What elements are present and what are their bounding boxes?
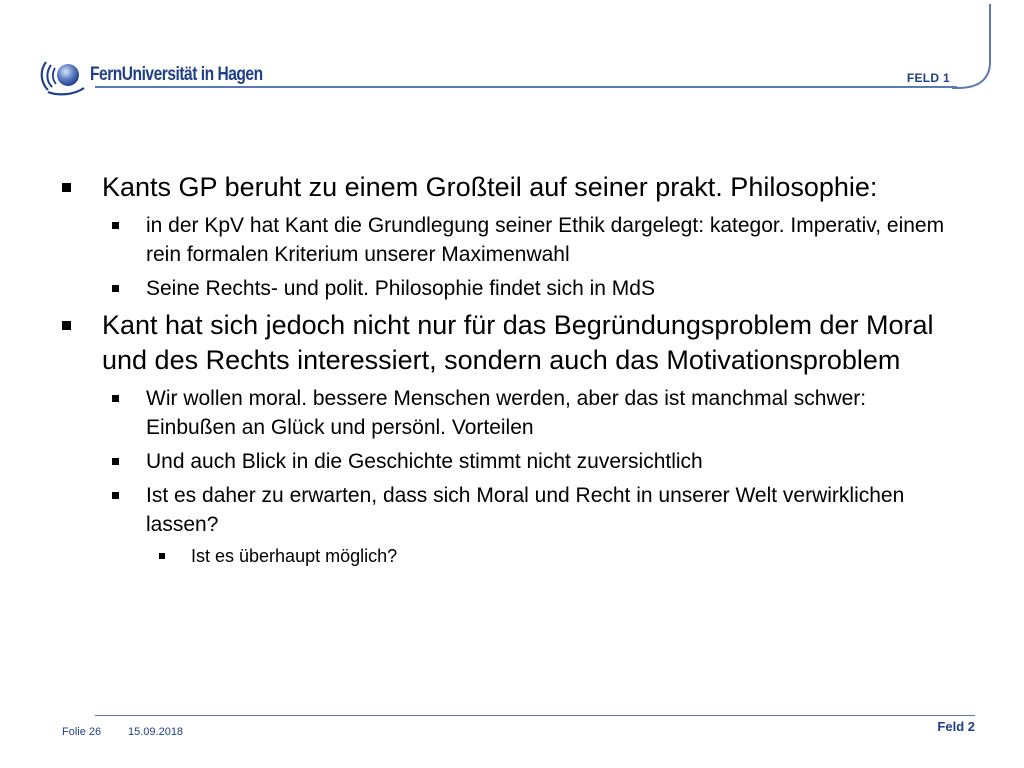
square-bullet-icon <box>62 183 71 192</box>
sub-bullet-item <box>112 274 952 303</box>
sub-bullet-text: Ist es daher zu erwarten, dass sich Moral und Recht in unserer Welt verwirklichen lassen? <box>146 484 905 536</box>
sub-bullet-text: in der KpV hat Kant die Grundlegung seiner Ethik dargelegt: kategor. Imperativ, einem rein formalen Kriterium unserer Maximenwahl <box>146 214 945 266</box>
sub-bullet-item <box>112 481 952 539</box>
square-bullet-icon <box>112 458 119 465</box>
sub-sub-bullet-item <box>159 544 952 568</box>
sub-bullet-text: Wir wollen moral. bessere Menschen werden, aber das ist manchmal schwer: Einbußen an Glück und persönl. Vorteilen <box>146 387 867 439</box>
logo-wordmark: FernUniversität in Hagen <box>90 64 263 85</box>
bullet-item <box>62 308 952 378</box>
logo-emblem-icon <box>40 54 86 96</box>
header-field-label: FELD 1 <box>906 71 950 85</box>
university-logo <box>40 54 270 96</box>
square-bullet-icon <box>112 492 119 499</box>
footer-divider <box>95 715 975 716</box>
slide-number: Folie 26 <box>62 726 102 738</box>
square-bullet-icon <box>159 553 165 559</box>
sub-bullet-text: Seine Rechts- und polit. Philosophie findet sich in MdS <box>146 277 655 300</box>
square-bullet-icon <box>112 395 119 402</box>
footer-field-label: Feld 2 <box>937 719 975 734</box>
square-bullet-icon <box>62 321 71 330</box>
bullet-text: Kants GP beruht zu einem Großteil auf seiner prakt. Philosophie: <box>102 172 878 202</box>
bullet-item <box>62 170 952 205</box>
square-bullet-icon <box>112 222 119 229</box>
square-bullet-icon <box>112 285 119 292</box>
slide-date: 15.09.2018 <box>128 726 184 738</box>
sub-bullet-item <box>112 384 952 442</box>
sub-bullet-item <box>112 447 952 476</box>
sub-bullet-item <box>112 211 952 269</box>
sub-sub-bullet-text: Ist es überhaupt möglich? <box>191 546 398 566</box>
slide-content <box>62 170 952 573</box>
header-divider <box>95 86 957 88</box>
sub-bullet-text: Und auch Blick in die Geschichte stimmt nicht zuversichtlich <box>146 450 703 473</box>
bullet-text: Kant hat sich jedoch nicht nur für das Begründungsproblem der Moral und des Rechts interessiert, sondern auch das Motivationsproblem <box>102 310 934 375</box>
header-corner-curve <box>952 4 994 90</box>
